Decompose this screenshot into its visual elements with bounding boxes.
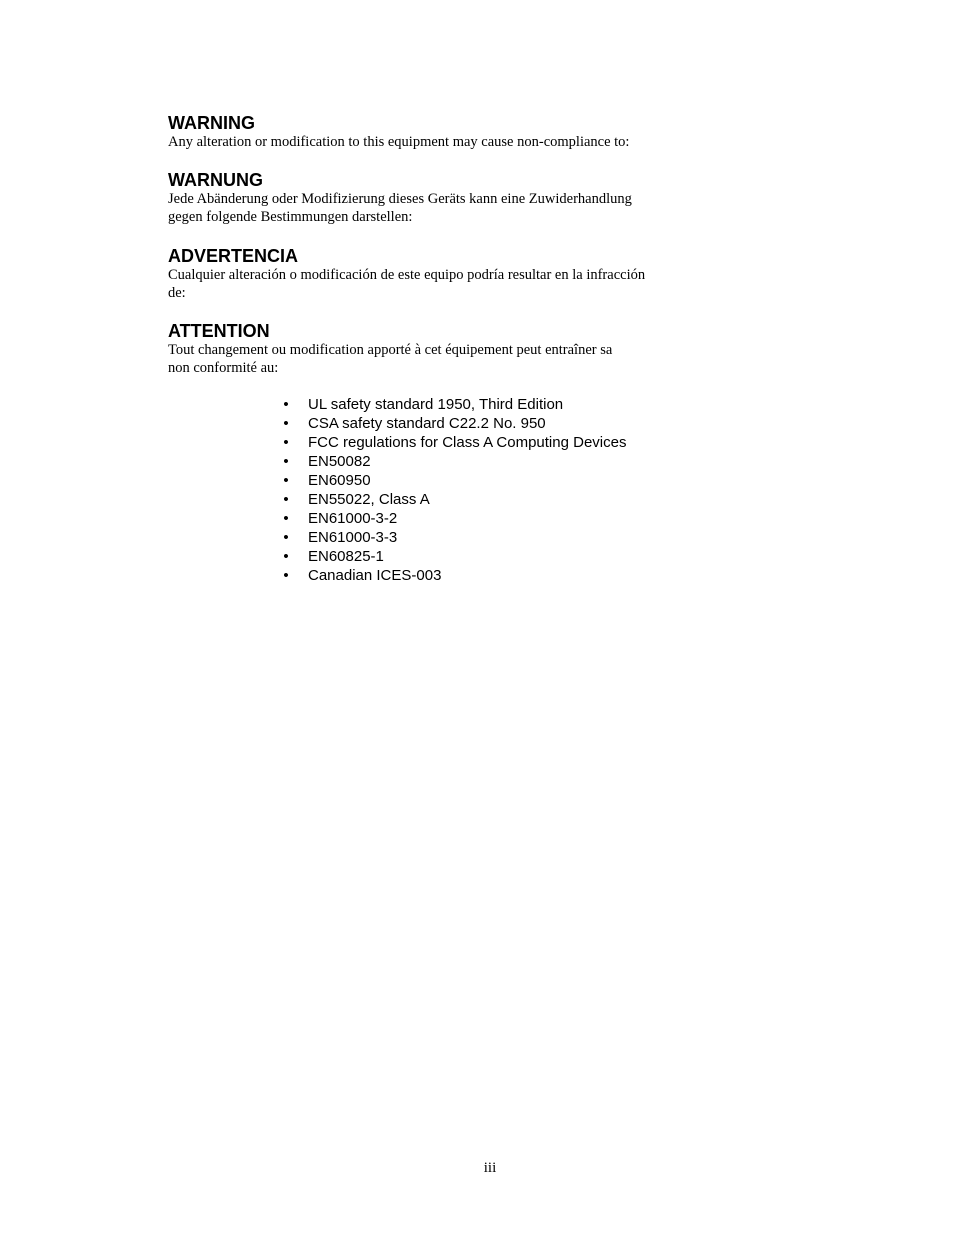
bullet-icon: • bbox=[283, 567, 289, 584]
advertencia-text-line-1: Cualquier alteración o modificación de este equipo podría resultar en la infracción bbox=[168, 267, 646, 283]
bullet-icon: • bbox=[283, 415, 289, 432]
bullet-icon: • bbox=[283, 548, 289, 565]
standard-label: Canadian ICES-003 bbox=[308, 567, 442, 584]
standard-label: EN50082 bbox=[308, 453, 371, 470]
warnung-heading: WARNUNG bbox=[168, 170, 263, 190]
list-item bbox=[280, 395, 626, 414]
attention-text-line-2: non conformité au: bbox=[168, 360, 279, 376]
list-item bbox=[280, 471, 626, 490]
bullet-icon: • bbox=[283, 510, 289, 527]
warning-text-line-1: Any alteration or modification to this equipment may cause non-compliance to: bbox=[168, 134, 630, 150]
page-number: iii bbox=[483, 1160, 497, 1176]
bullet-icon: • bbox=[283, 529, 289, 546]
standard-label: UL safety standard 1950, Third Edition bbox=[308, 396, 564, 413]
warnung-section bbox=[168, 170, 698, 226]
bullet-icon: • bbox=[283, 396, 289, 413]
list-item bbox=[280, 528, 626, 547]
list-item bbox=[280, 433, 626, 452]
warning-section bbox=[168, 113, 698, 151]
attention-section bbox=[168, 321, 698, 377]
bullet-icon: • bbox=[283, 453, 289, 470]
list-item bbox=[280, 414, 626, 433]
standard-label: FCC regulations for Class A Computing Devices bbox=[308, 434, 627, 451]
list-item bbox=[280, 509, 626, 528]
advertencia-section bbox=[168, 246, 698, 302]
bullet-icon: • bbox=[283, 434, 289, 451]
standard-label: EN60950 bbox=[308, 472, 371, 489]
list-item bbox=[280, 547, 626, 566]
bullet-icon: • bbox=[283, 491, 289, 508]
standard-label: CSA safety standard C22.2 No. 950 bbox=[308, 415, 546, 432]
bullet-icon: • bbox=[283, 472, 289, 489]
list-item bbox=[280, 490, 626, 509]
warnung-text-line-2: gegen folgende Bestimmungen darstellen: bbox=[168, 209, 413, 225]
attention-heading: ATTENTION bbox=[168, 321, 270, 341]
advertencia-heading: ADVERTENCIA bbox=[168, 246, 299, 266]
warning-heading: WARNING bbox=[168, 113, 255, 133]
list-item bbox=[280, 452, 626, 471]
advertencia-text-line-2: de: bbox=[168, 285, 186, 301]
standard-label: EN55022, Class A bbox=[308, 491, 430, 508]
warnung-text-line-1: Jede Abänderung oder Modifizierung dieses Geräts kann eine Zuwiderhandlung bbox=[168, 191, 632, 207]
standard-label: EN61000-3-3 bbox=[308, 529, 398, 546]
standards-list bbox=[280, 395, 626, 585]
attention-text-line-1: Tout changement ou modification apporté à cet équipement peut entraîner sa bbox=[168, 342, 613, 358]
list-item bbox=[280, 566, 626, 585]
standard-label: EN60825-1 bbox=[308, 548, 384, 565]
standard-label: EN61000-3-2 bbox=[308, 510, 398, 527]
